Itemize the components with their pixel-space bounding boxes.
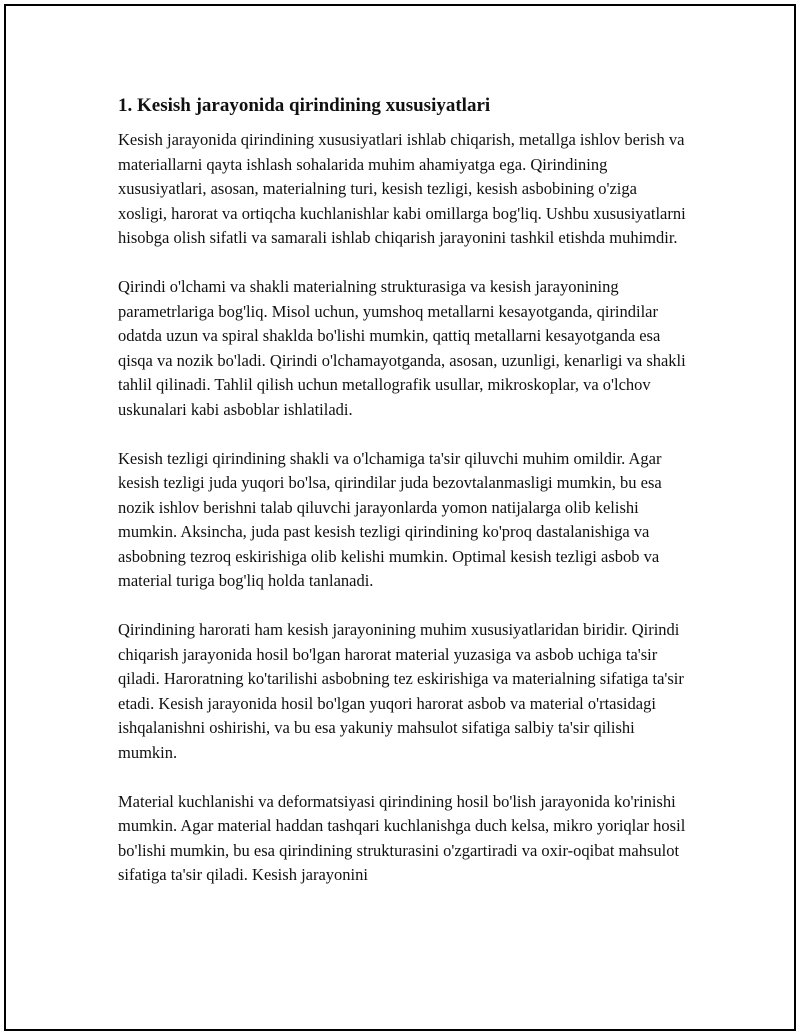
paragraph-3: Kesish tezligi qirindining shakli va o'lchamiga ta'sir qiluvchi muhim omildir. Agar kesish tezligi juda yuqori bo'lsa, qirindilar juda bezovtalanmasligi mumkin, bu esa nozik ishlov berishni talab qiluvchi jarayonlarda yomon natijalarga olib kelishi mumkin. Aksincha, juda past kesish tezligi qirindining ko'proq dastalanishiga va asbobning tezroq eskirishiga olib kelishi mumkin. Optimal kesish tezligi asbob va material turiga bog'liq holda tanlanadi. [118, 448, 662, 590]
section-heading: 1. Kesish jarayonida qirindining xususiyatlari [118, 95, 491, 116]
paragraph-5: Material kuchlanishi va deformatsiyasi qirindining hosil bo'lish jarayonida ko'rinishi mumkin. Agar material haddan tashqari kuchlanishga duch kelsa, mikro yoriqlar hosil bo'lishi mumkin, bu esa qirindining strukturasini o'zgartiradi va oxir-oqibat mahsulot sifatiga ta'sir qiladi. Kesish jarayonini [118, 791, 686, 884]
paragraph-4: Qirindining harorati ham kesish jarayonining muhim xususiyatlaridan biridir. Qirindi chiqarish jarayonida hosil bo'lgan harorat material yuzasiga va asbob uchiga ta'sir qiladi. Haroratning ko'tarilishi asbobning tez eskirishiga va materialning sifatiga ta'sir etadi. Kesish jarayonida hosil bo'lgan yuqori harorat asbob va material o'rtasidagi ishqalanishni oshirishi, va bu esa yakuniy mahsulot sifatiga salbiy ta'sir qilishi mumkin. [118, 620, 684, 762]
paragraph-1: Kesish jarayonida qirindining xususiyatlari ishlab chiqarish, metallga ishlov berish va materiallarni qayta ishlash sohalarida muhim ahamiyatga ega. Qirindining xususiyatlari, asosan, materialning turi, kesish tezligi, kesish asbobining o'ziga xosligi, harorat va ortiqcha kuchlanishlar kabi omillarga bog'liq. Ushbu xususiyatlarni hisobga olish sifatli va samarali ishlab chiqarish jarayonini tashkil etishda muhimdir. [118, 130, 686, 247]
document-body [118, 92, 688, 912]
paragraph-2: Qirindi o'lchami va shakli materialning strukturasiga va kesish jarayonining parametrlariga bog'liq. Misol uchun, yumshoq metallarni kesayotganda, qirindilar odatda uzun va spiral shaklda bo'lishi mumkin, qattiq metallarni kesayotganda esa qisqa va nozik bo'ladi. Qirindi o'lchamayotganda, asosan, uzunligi, kenarligi va shakli tahlil qilinadi. Tahlil qilish uchun metallografik usullar, mikroskoplar, va o'lchov uskunalari kabi asboblar ishlatiladi. [118, 277, 686, 419]
